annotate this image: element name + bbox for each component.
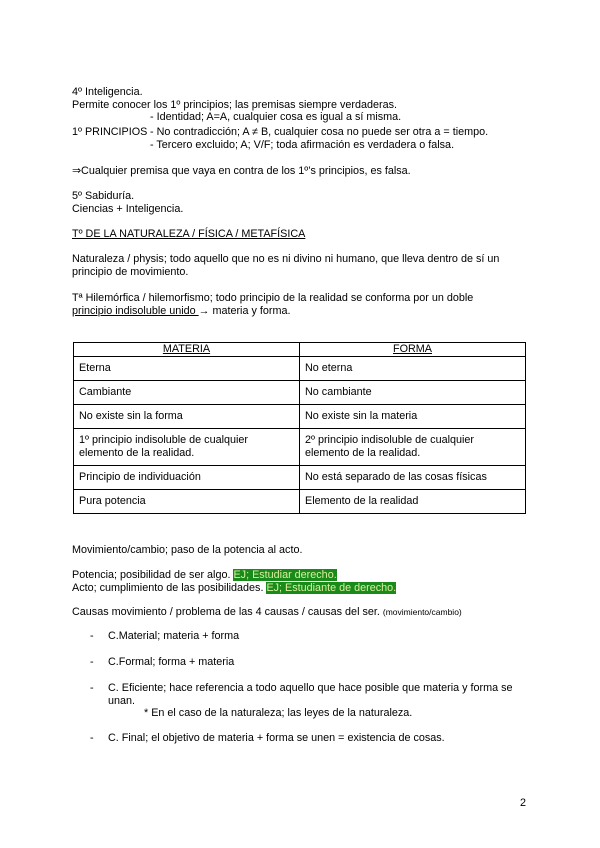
causa-final: C. Final; el objetivo de materia + forma se unen = existencia de cosas. bbox=[108, 732, 445, 744]
potencia-text: Potencia; posibilidad de ser algo. bbox=[72, 569, 234, 581]
hilemorfica-line-2 bbox=[72, 305, 290, 318]
causa-eficiente-note: * En el caso de la naturaleza; las leyes de la naturaleza. bbox=[144, 707, 413, 719]
causas-note: (movimiento/cambio) bbox=[382, 607, 462, 617]
cell-materia: 1º principio indisoluble de cualquier elemento de la realidad. bbox=[74, 429, 300, 466]
inteligencia-desc: Permite conocer los 1º principios; las premisas siempre verdaderas. bbox=[72, 99, 397, 111]
cell-materia: Cambiante bbox=[74, 381, 300, 405]
cell-forma: 2º principio indisoluble de cualquier elemento de la realidad. bbox=[300, 429, 526, 466]
sabiduria-desc: Ciencias + Inteligencia. bbox=[72, 203, 184, 215]
cell-forma: Elemento de la realidad bbox=[300, 490, 526, 514]
cell-materia: Principio de individuación bbox=[74, 466, 300, 490]
principle-tercero-excluido: - Tercero excluido; A; V/F; toda afirmación es verdadera o falsa. bbox=[150, 139, 455, 151]
naturaleza-line-2: principio de movimiento. bbox=[72, 266, 189, 278]
acto-example: EJ; Estudiante de derecho. bbox=[266, 582, 397, 594]
hilemorfica-line-1: Tª Hilemórfica / hilemorfismo; todo principio de la realidad se conforma por un doble bbox=[72, 292, 474, 304]
inteligencia-heading: 4º Inteligencia. bbox=[72, 86, 143, 98]
hilemorfica-rest: → materia y forma. bbox=[198, 305, 291, 317]
table-row bbox=[74, 357, 526, 381]
movimiento-line: Movimiento/cambio; paso de la potencia al acto. bbox=[72, 544, 303, 556]
table-row bbox=[74, 490, 526, 514]
table-row bbox=[74, 405, 526, 429]
causas-title-line bbox=[72, 606, 462, 619]
table-row bbox=[74, 429, 526, 466]
bullet-dash: - bbox=[90, 656, 94, 668]
sabiduria-heading: 5º Sabiduría. bbox=[72, 190, 135, 202]
causas-title: Causas movimiento / problema de las 4 causas / causas del ser. bbox=[72, 606, 383, 618]
premisa-conclusion: ⇒Cualquier premisa que vaya en contra de los 1º’s principios, es falsa. bbox=[72, 165, 411, 177]
causa-material: C.Material; materia + forma bbox=[108, 630, 240, 642]
causa-eficiente: C. Eficiente; hace referencia a todo aquello que hace posible que materia y forma se unan. bbox=[108, 682, 513, 707]
table-header-row bbox=[74, 343, 526, 357]
cell-forma: No eterna bbox=[300, 357, 526, 381]
table-row bbox=[74, 466, 526, 490]
page-number: 2 bbox=[520, 797, 527, 809]
acto-line bbox=[72, 582, 396, 595]
causa-formal: C.Formal; forma + materia bbox=[108, 656, 235, 668]
cell-materia: No existe sin la forma bbox=[74, 405, 300, 429]
cell-forma: No está separado de las cosas físicas bbox=[300, 466, 526, 490]
cell-forma: No cambiante bbox=[300, 381, 526, 405]
acto-text: Acto; cumplimiento de las posibilidades. bbox=[72, 582, 267, 594]
principios-label: 1º PRINCIPIOS bbox=[72, 126, 148, 138]
table-row bbox=[74, 381, 526, 405]
header-forma: FORMA bbox=[300, 343, 526, 357]
potencia-line bbox=[72, 569, 337, 582]
cell-materia: Eterna bbox=[74, 357, 300, 381]
section-title: Tº DE LA NATURALEZA / FÍSICA / METAFÍSICA bbox=[72, 228, 306, 240]
principle-identidad: - Identidad; A=A, cualquier cosa es igual a sí misma. bbox=[150, 111, 402, 123]
bullet-dash: - bbox=[90, 732, 94, 744]
potencia-example: EJ; Estudiar derecho. bbox=[233, 569, 337, 581]
bullet-dash: - bbox=[90, 682, 94, 694]
hilemorfica-underlined: principio indisoluble unido bbox=[72, 305, 199, 317]
materia-forma-table bbox=[73, 342, 526, 514]
principle-no-contradiccion: - No contradicción; A ≠ B, cualquier cosa no puede ser otra a = tiempo. bbox=[150, 126, 489, 138]
cell-forma: No existe sin la materia bbox=[300, 405, 526, 429]
cell-materia: Pura potencia bbox=[74, 490, 300, 514]
header-materia: MATERIA bbox=[74, 343, 300, 357]
bullet-dash: - bbox=[90, 630, 94, 642]
naturaleza-line-1: Naturaleza / physis; todo aquello que no es ni divino ni humano, que lleva dentro de sí un bbox=[72, 253, 500, 265]
